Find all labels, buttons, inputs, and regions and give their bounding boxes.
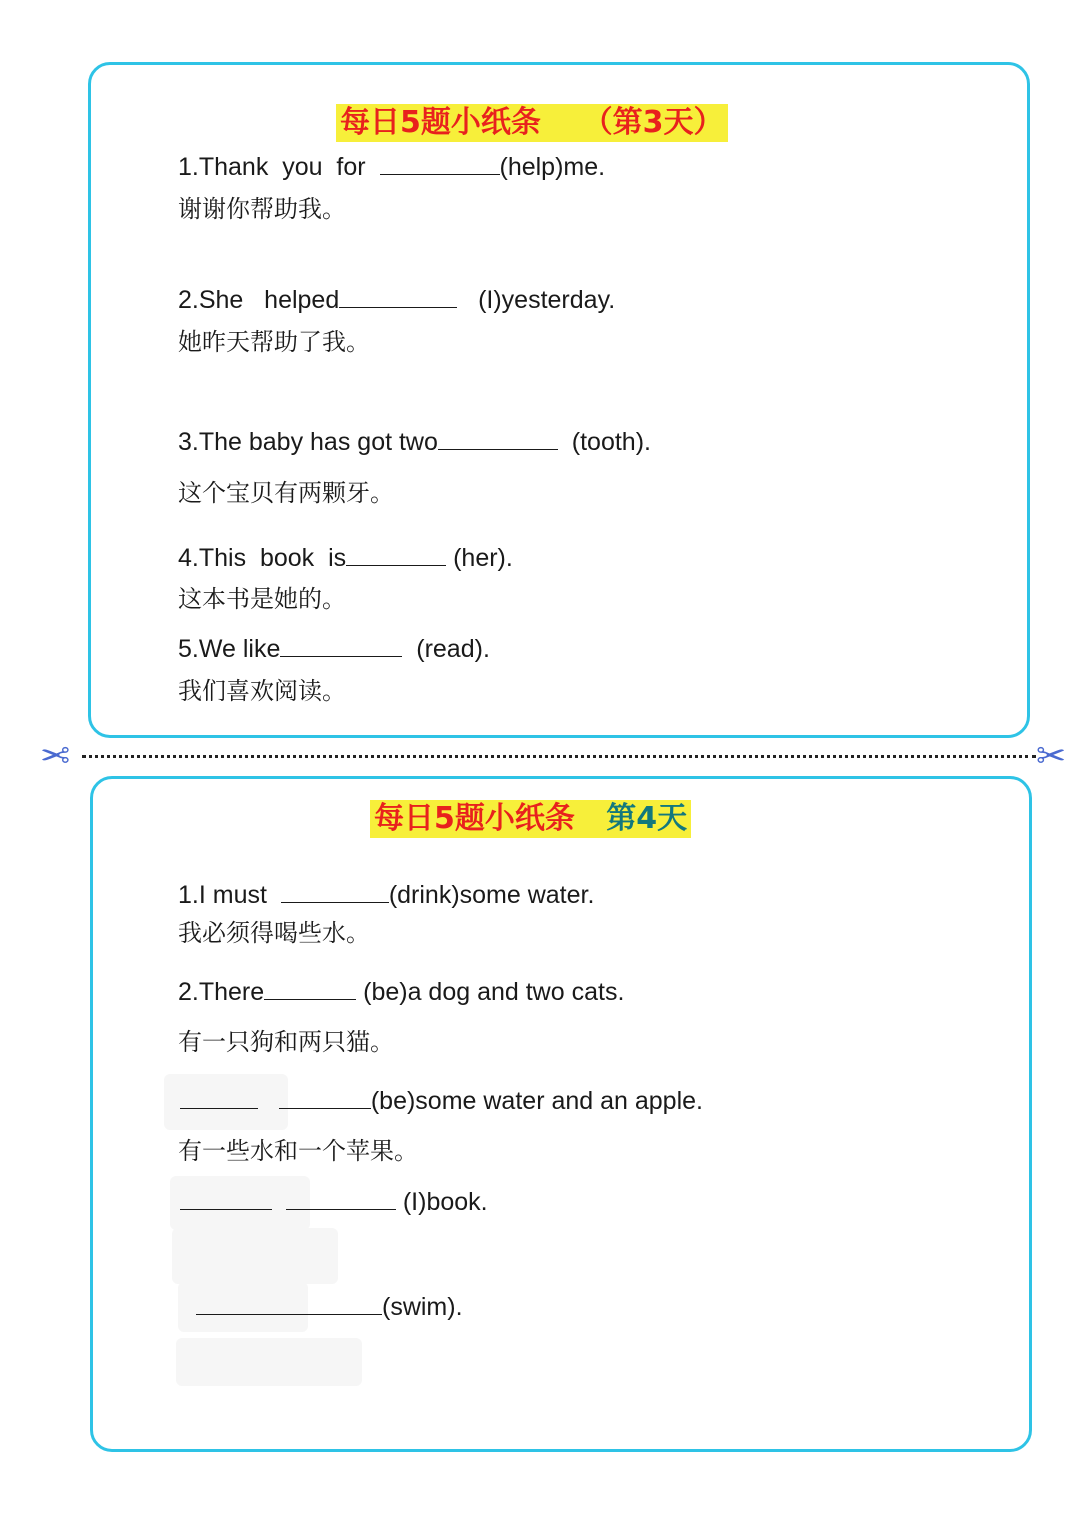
question-3: (be)some water and an apple. (180, 1086, 703, 1116)
title-day: 第4天 (606, 801, 688, 836)
question-3-translation: 有一些水和一个苹果。 (178, 1137, 418, 1165)
answer-blank[interactable] (264, 977, 356, 1000)
answer-blank[interactable] (180, 1187, 272, 1210)
question-1-translation: 我必须得喝些水。 (178, 919, 370, 947)
answer-blank[interactable] (281, 880, 389, 903)
question-1: 1.Thank you for (help)me. (178, 153, 606, 181)
question-2: 2.There (be)a dog and two cats. (178, 978, 625, 1006)
erased-area (172, 1228, 338, 1284)
answer-blank[interactable] (380, 152, 500, 175)
scissors-icon: ✂ (40, 735, 71, 776)
answer-blank[interactable] (346, 543, 446, 566)
cut-line-divider (82, 755, 1036, 758)
question-4-translation: 这本书是她的。 (178, 585, 346, 613)
answer-blank[interactable] (339, 285, 457, 308)
answer-blank[interactable] (280, 634, 402, 657)
title-day: （第3天） (582, 105, 724, 140)
question-4: (I)book. (180, 1187, 488, 1217)
question-1-translation: 谢谢你帮助我。 (178, 195, 346, 223)
answer-blank[interactable] (279, 1086, 371, 1109)
answer-blank[interactable] (438, 427, 558, 450)
title-main: 每日5题小纸条 (340, 105, 541, 140)
card-title-day3 (336, 104, 728, 142)
scissors-icon: ✂ (1036, 735, 1067, 776)
card-title-day4 (370, 800, 691, 838)
erased-area (176, 1338, 362, 1386)
question-5: 5.We like (read). (178, 635, 490, 663)
title-main: 每日5题小纸条 (374, 801, 575, 836)
question-3: 3.The baby has got two (tooth). (178, 428, 651, 456)
question-5: (swim). (196, 1292, 463, 1322)
answer-blank[interactable] (286, 1187, 396, 1210)
question-2-translation: 她昨天帮助了我。 (178, 328, 370, 356)
question-2: 2.She helped (I)yesterday. (178, 286, 616, 314)
answer-blank[interactable] (196, 1292, 382, 1315)
question-3-translation: 这个宝贝有两颗牙。 (178, 479, 394, 507)
question-4: 4.This book is (her). (178, 544, 513, 572)
answer-blank[interactable] (180, 1086, 258, 1109)
question-2-translation: 有一只狗和两只猫。 (178, 1028, 394, 1056)
question-5-translation: 我们喜欢阅读。 (178, 677, 346, 705)
question-1: 1.I must (drink)some water. (178, 881, 595, 909)
